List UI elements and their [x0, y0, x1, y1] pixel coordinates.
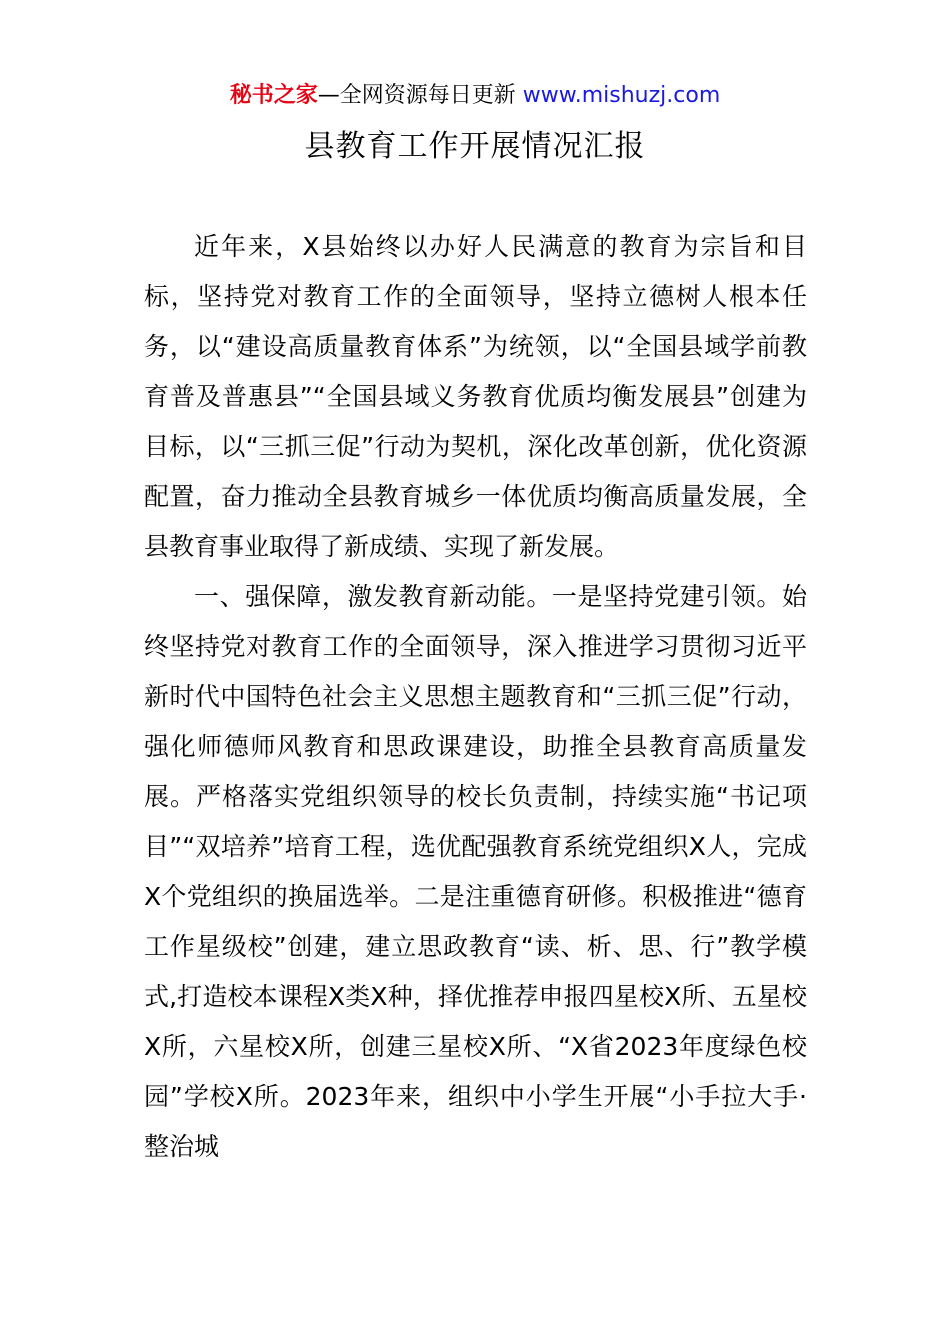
brand-name: 秘书之家 [229, 83, 318, 108]
paragraph-intro: 近年来，X县始终以办好人民满意的教育为宗旨和目标，坚持党对教育工作的全面领导，坚持立德树人根本任务，以“建设高质量教育体系”为统领，以“全国县域学前教育普及普惠县”“全国县域义务教育优质均衡发展县”创建为目标，以“三抓三促”行动为契机，深化改革创新，优化资源配置，奋力推动全县教育城乡一体优质均衡高质量发展，全县教育事业取得了新成绩、实现了新发展。 [144, 232, 807, 561]
site-url-link[interactable]: www.mishuzj.com [522, 83, 721, 108]
document-body [144, 222, 807, 1172]
paragraph-section-one: 一、强保障，激发教育新动能。一是坚持党建引领。始终坚持党对教育工作的全面领导，深入推进学习贯彻习近平新时代中国特色社会主义思想主题教育和“三抓三促”行动，强化师德师风教育和思政课建设，助推全县教育高质量发展。严格落实党组织领导的校长负责制，持续实施“书记项目”“双培养”培育工程，选优配强教育系统党组织X人，完成X个党组织的换届选举。二是注重德育研修。积极推进“德育工作星级校”创建，建立思政教育“读、析、思、行”教学模式,打造校本课程X类X种，择优推荐申报四星校X所、五星校X所，六星校X所，创建三星校X所、“X省2023年度绿色校园”学校X所。2023年来，组织中小学生开展“小手拉大手·整治城 [144, 582, 807, 1161]
site-header [0, 80, 950, 112]
header-tagline: —全网资源每日更新 [317, 83, 523, 108]
document-title: 县教育工作开展情况汇报 [304, 129, 646, 164]
